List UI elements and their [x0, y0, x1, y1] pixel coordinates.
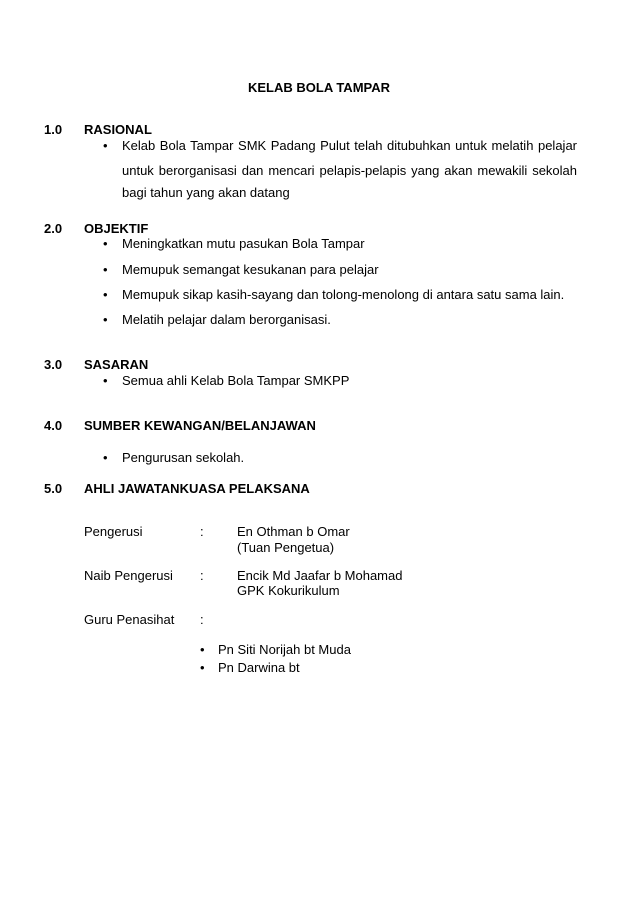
rasional-line-3: bagi tahun yang akan datang	[122, 185, 290, 200]
section-number-5: 5.0	[44, 481, 63, 496]
member-separator: :	[200, 612, 204, 627]
bullet-icon: •	[103, 450, 108, 465]
member-note-naib-pengerusi: GPK Kokurikulum	[237, 583, 340, 598]
section-heading-rasional: RASIONAL	[84, 122, 152, 137]
member-note-pengerusi: (Tuan Pengetua)	[237, 540, 335, 555]
rasional-line-2: untuk berorganisasi dan mencari pelapis-pelapis yang akan mewakili sekolah	[122, 163, 577, 178]
rasional-line-1: Kelab Bola Tampar SMK Padang Pulut telah ditubuhkan untuk melatih pelajar	[122, 138, 577, 153]
section-number-4: 4.0	[44, 418, 63, 433]
section-number-3: 3.0	[44, 357, 63, 372]
objektif-item: Melatih pelajar dalam berorganisasi.	[122, 312, 331, 327]
member-role-pengerusi: Pengerusi	[84, 524, 143, 539]
bullet-icon: •	[200, 660, 205, 675]
member-role-guru-penasihat: Guru Penasihat	[84, 612, 175, 627]
member-separator: :	[200, 568, 204, 583]
section-number-2: 2.0	[44, 221, 63, 236]
member-role-naib-pengerusi: Naib Pengerusi	[84, 568, 173, 583]
section-heading-ahli-jawatankuasa: AHLI JAWATANKUASA PELAKSANA	[84, 481, 310, 496]
bullet-icon: •	[103, 287, 108, 302]
section-heading-sasaran: SASARAN	[84, 357, 149, 372]
member-name-naib-pengerusi: Encik Md Jaafar b Mohamad	[237, 568, 403, 583]
objektif-item: Memupuk semangat kesukanan para pelajar	[122, 262, 379, 277]
sasaran-item: Semua ahli Kelab Bola Tampar SMKPP	[122, 373, 350, 388]
member-name-pengerusi: En Othman b Omar	[237, 524, 350, 539]
section-number-1: 1.0	[44, 122, 63, 137]
bullet-icon: •	[103, 236, 108, 251]
bullet-icon: •	[103, 262, 108, 277]
bullet-icon: •	[103, 138, 108, 153]
bullet-icon: •	[103, 312, 108, 327]
member-separator: :	[200, 524, 204, 539]
section-heading-sumber-kewangan: SUMBER KEWANGAN/BELANJAWAN	[84, 418, 316, 433]
bullet-icon: •	[200, 642, 205, 657]
section-heading-objektif: OBJEKTIF	[84, 221, 149, 236]
document-title: KELAB BOLA TAMPAR	[247, 80, 391, 95]
advisor-name: Pn Darwina bt	[218, 660, 300, 675]
sumber-item: Pengurusan sekolah.	[122, 450, 245, 465]
bullet-icon: •	[103, 373, 108, 388]
advisor-name: Pn Siti Norijah bt Muda	[218, 642, 351, 657]
objektif-item: Meningkatkan mutu pasukan Bola Tampar	[122, 236, 365, 251]
objektif-item: Memupuk sikap kasih-sayang dan tolong-menolong di antara satu sama lain.	[122, 287, 565, 302]
